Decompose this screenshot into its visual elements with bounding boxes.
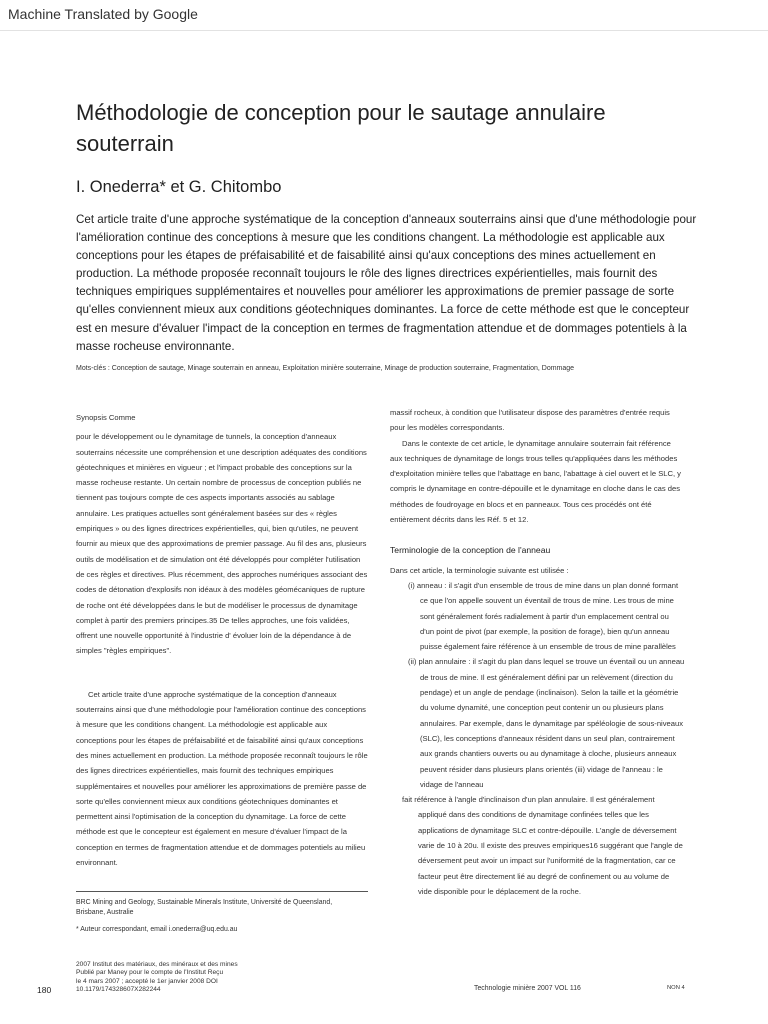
- term-item-ring-plane: (ii) plan annulaire : il s'agit du plan dans lequel se trouve un éventail ou un anneau de trous de mine. Il est généralement défini par un relèvement (direction du pendage) et un angle de pendage (inclinaison). Selon la taille et la géométrie du volume dynamité, une conception peut contenir un ou plusieurs plans annulaires. Par exemple, dans le dynamitage par spéléologie de sous-niveaux (SLC), les conceptions d'anneaux résident dans un seul plan, contrairement aux grands chantiers ouverts ou au dynamitage à cloche, plusieurs anneaux peuvent résider dans plusieurs plans orientés (iii) vidage de l'anneau : le vidage de l'anneau: [408, 657, 685, 789]
- author-affiliation: BRC Mining and Geology, Sustainable Minerals Institute, Université de Queensland, Brisbane, Australie: [76, 899, 333, 916]
- terminology-intro: Dans cet article, la terminologie suivante est utilisée :: [390, 565, 569, 575]
- publication-info: [76, 961, 336, 995]
- synopsis-heading: Synopsis Comme: [76, 413, 136, 422]
- rock-mass-paragraph: massif rocheux, à condition que l'utilisateur dispose des paramètres d'entrée requis pour les modèles correspondants.: [390, 408, 670, 433]
- paper-abstract: Cet article traite d'une approche systématique de la conception d'anneaux souterrains ainsi que d'une méthodologie pour l'amélioration continue des conceptions à mesure que les conditions changent. La méthodologie est applicable aux conceptions pour les étapes de préfaisabilité et de faisabilité ainsi qu'aux conceptions des mines actuellement en production. La méthode proposée reconnaît toujours le rôle des lignes directrices expérientielles, mais fournit des techniques empiriques supplémentaires et nouvelles pour améliorer les approximations de premier passage de sorte qu'elles conviennent mieux aux conditions géotechniques dominantes. La force de cette méthode est que le concepteur est en mesure d'évaluer l'impact de la conception en termes de fragmentation attendue et de dommages potentiels à la masse rocheuse environnante.: [76, 213, 697, 353]
- pub-line: 2007 Institut des matériaux, des minéraux et des mines: [76, 961, 238, 968]
- paper-title: Méthodologie de conception pour le sautage annulaire souterrain: [76, 100, 606, 156]
- term-item-ring: (i) anneau : il s'agit d'un ensemble de trous de mine dans un plan donné formant ce que l'on appelle souvent un éventail de trous de mine. Les trous de mine sont généralement forés radialement à partir d'un emplacement central ou d'un point de pivot (par exemple, la position de forage), bien qu'un anneau puisse également faire référence à un ensemble de trous de mine parallèles: [408, 580, 679, 652]
- paper-authors: I. Onederra* et G. Chitombo: [76, 178, 282, 196]
- paper-keywords: Mots-clés : Conception de sautage, Minage souterrain en anneau, Exploitation minière souterraine, Minage de production souterraine, Fragmentation, Dommage: [76, 365, 575, 372]
- right-column: [390, 405, 685, 899]
- term-item-dump-lead: fait référence à l'angle d'inclinaison d'un plan annulaire. Il est généralement: [402, 795, 655, 805]
- term-item-dump-body: appliqué dans des conditions de dynamitage confinées telles que les applications de dynamitage SLC et contre-dépouille. L'angle de déversement varie de 10 à 20u. Il existe des preuves empiriques16 suggérant que l'angle de déversement peut avoir un impact sur l'uniformité de la fragmentation, car ce facteur peut être directement lié au degré de confinement ou au volume de vide disponible pour le déplacement de la roche.: [418, 810, 683, 896]
- translation-banner: [0, 0, 768, 31]
- synopsis-paragraph: pour le développement ou le dynamitage de tunnels, la conception d'anneaux souterrains nécessite une compréhension et une description adéquates des conditions géotechniques et minières en vigueur ; et l'impact probable des conceptions sur la masse rocheuse restante. Un certain nombre de processus de conception publiés ne tiennent pas toujours compte de ces aspects importants associés au sablage annulaire. Les pratiques actuelles sont généralement basées sur des « règles empiriques » ou des lignes directrices expérientielles, qui, bien qu'utiles, ne peuvent fournir au mieux que des approximations de premier passage. Au fil des ans, plusieurs outils de modélisation et de simulation ont été développés pour compléter l'utilisation de ces règles et directives. Plus récemment, des approches numériques associant des codes de détonation d'explosifs non idéaux à des modèles géomécaniques de rupture de roche ont été développées dans le but de modéliser le processus de dynamitage complet à partir des premiers principes.35 De telles approches, une fois validées, offrent une nouvelle opportunité à l'industrie d' évoluer loin de la dépendance à de simples "règles empiriques".: [76, 432, 368, 656]
- corresponding-author: * Auteur correspondant, email i.onederra@uq.edu.au: [76, 926, 238, 933]
- context-paragraph: Dans le contexte de cet article, le dynamitage annulaire souterrain fait référence aux techniques de dynamitage de longs trous telles qu'appliquées dans les méthodes d'exploitation minière telles que l'abattage en banc, l'abattage à ciel ouvert et le SLC, y compris le dynamitage en contre-dépouille et le dynamitage en cloche dans le cas des méthodes de foudroyage en blocs et en panneaux. Tous ces procédés ont été entièrement décrits dans les Réf. 5 et 12.: [390, 438, 681, 525]
- pub-line: Publié par Maney pour le compte de l'Institut Reçu: [76, 969, 224, 977]
- journal-footer: Technologie minière 2007 VOL 116: [474, 985, 581, 992]
- section-heading-terminology: Terminologie de la conception de l'anneau: [390, 545, 551, 556]
- pub-line: le 4 mars 2007 ; accepté le 1er janvier 2008 DOI: [76, 977, 218, 985]
- footnote-divider: [76, 891, 368, 892]
- machine-translated-label: Machine Translated by Google: [8, 6, 198, 22]
- pub-line: 10.1179/174328607X282244: [76, 986, 161, 994]
- issue-number: NON 4: [667, 985, 685, 991]
- approach-paragraph: Cet article traite d'une approche systématique de la conception d'anneaux souterrains ainsi que d'une méthodologie pour l'amélioration continue des conceptions à mesure que les conditions changent. La méthodologie est applicable aux conceptions pour les étapes de préfaisabilité et de faisabilité ainsi qu'aux conceptions des mines actuellement en production. La méthode proposée reconnaît toujours le rôle des lignes directrices expérientielles, mais fournit des techniques empiriques supplémentaires et nouvelles pour améliorer les approximations de première passe de sorte qu'elles conviennent mieux aux conditions géotechniques dominantes et permettent ainsi l'optimisation de la conception du dynamitage. La force de cette méthode est que le concepteur est également en mesure d'évaluer l'impact de la conception en termes de fragmentation attendue et de dommages potentiels au milieu environnant.: [76, 689, 368, 868]
- page-number: 180: [37, 985, 52, 995]
- left-column: [76, 410, 368, 870]
